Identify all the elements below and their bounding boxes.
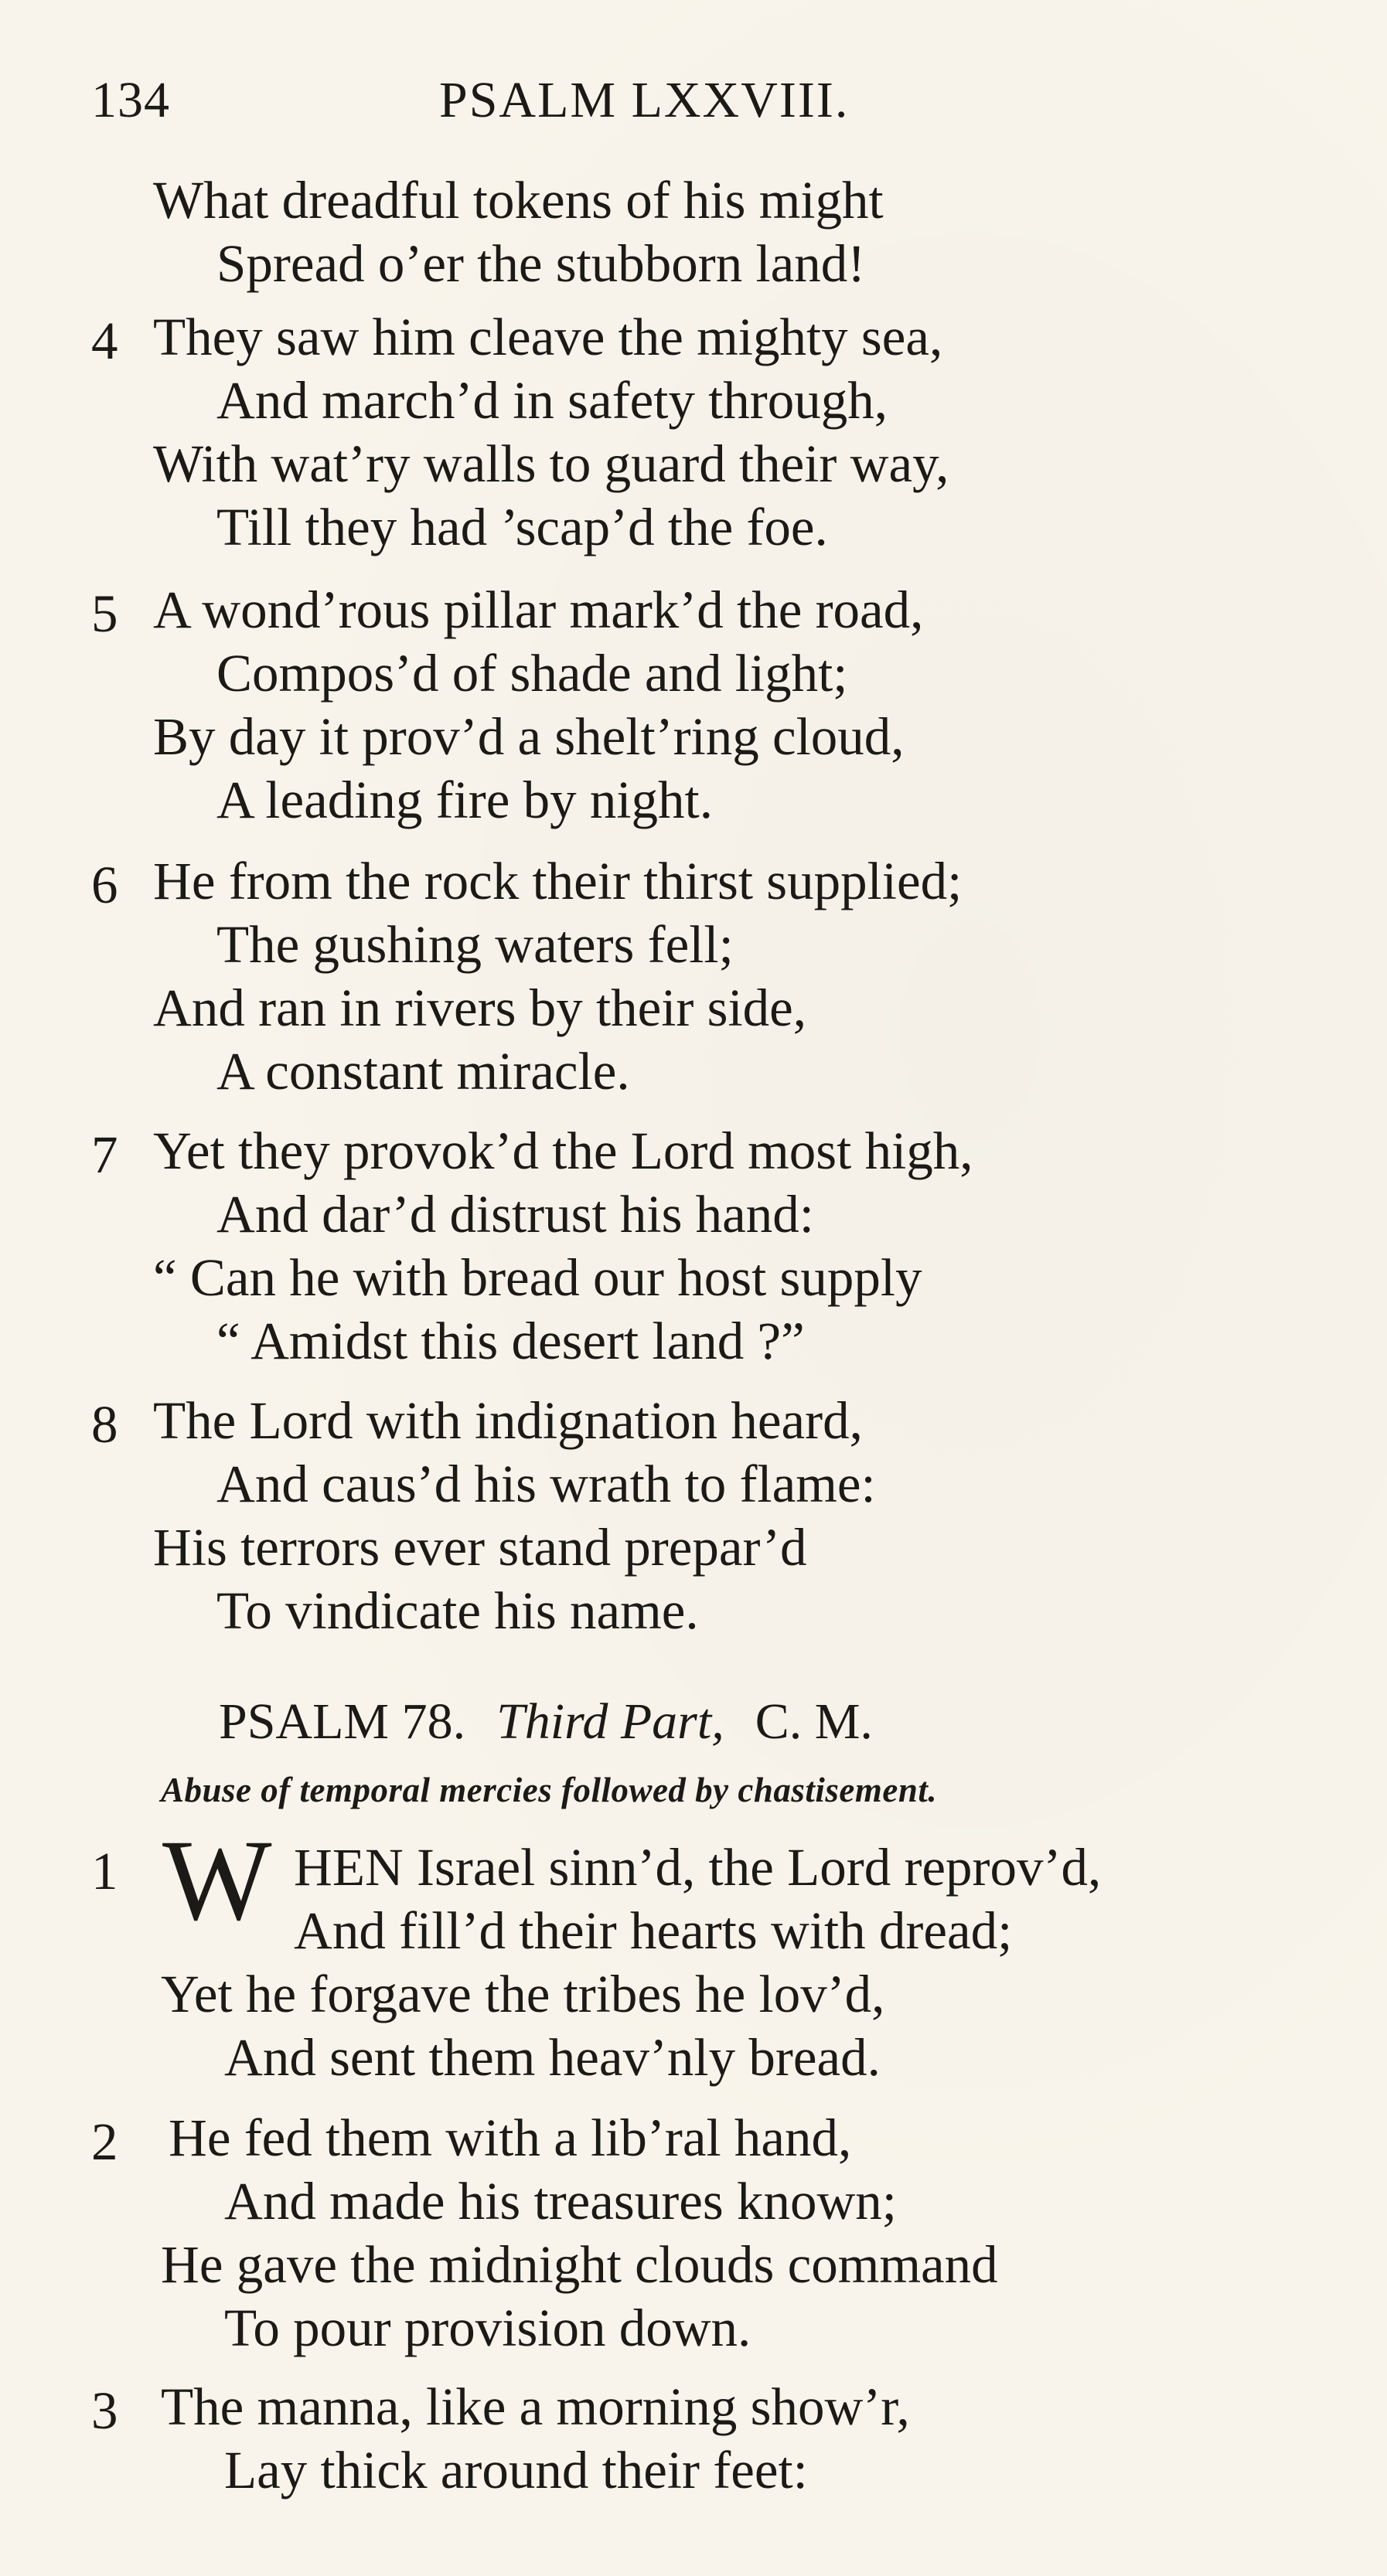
verse-line: The manna, like a morning show’r, [161,2377,910,2436]
verse-number: 2 [91,2112,118,2171]
verse-number: 5 [91,584,118,643]
verse-line: He fed them with a lib’ral hand, [169,2108,852,2167]
verse-line: HEN Israel sinn’d, the Lord reprov’d, [294,1838,1102,1897]
section-subtitle: Abuse of temporal mercies followed by chastisement. [161,1771,938,1809]
verse-line: Yet he forgave the tribes he lov’d, [161,1965,885,2023]
running-title: PSALM LXXVIII. [439,72,850,128]
verse-line: To vindicate his name. [216,1581,699,1640]
verse-line: And sent them heav’nly bread. [224,2028,881,2087]
verse-line: The gushing waters fell; [216,915,734,974]
verse-line: And caus’d his wrath to flame: [216,1455,876,1513]
verse-line: With wat’ry walls to guard their way, [153,434,949,493]
verse-number: 1 [91,1842,118,1901]
verse-line: Compos’d of shade and light; [216,644,848,703]
verse-line: He from the rock their thirst supplied; [153,852,963,910]
part-label: Third Part, [496,1693,724,1750]
verse-number: 4 [91,311,118,370]
verse-line: And ran in rivers by their side, [153,978,807,1037]
verse-number: 3 [91,2381,118,2440]
verse-line: Yet they provok’d the Lord most high, [153,1121,973,1180]
verse-line: And dar’d distrust his hand: [216,1185,814,1244]
verse-line: Spread o’er the stubborn land! [216,234,866,293]
verse-line: “ Amidst this desert land ?” [216,1312,805,1370]
verse-line: Lay thick around their feet: [224,2441,808,2499]
drop-cap: W [162,1816,272,1945]
page-header [91,71,973,133]
verse-line: The Lord with indignation heard, [153,1391,863,1450]
verse-line: To pour provision down. [224,2299,751,2357]
verse-line: A leading fire by night. [216,771,713,829]
verse-line: His terrors ever stand prepar’d [153,1518,807,1577]
verse-line: And fill’d their hearts with dread; [294,1901,1013,1960]
page-number: 134 [91,72,170,128]
meter-label: C. M. [755,1693,873,1750]
verse-line: He gave the midnight clouds command [161,2235,998,2294]
verse-line: They saw him cleave the mighty sea, [153,308,943,366]
verse-line: What dreadful tokens of his might [153,171,884,230]
psalm-number: PSALM 78. [219,1693,466,1750]
verse-number: 7 [91,1125,118,1184]
verse-number: 8 [91,1395,118,1454]
verse-number: 6 [91,856,118,914]
verse-line: By day it prov’d a shelt’ring cloud, [153,707,905,766]
section-heading [219,1693,1224,1751]
verse-line: “ Can he with bread our host supply [153,1248,922,1307]
verse-line: And march’d in safety through, [216,371,888,430]
verse-line: A wond’rous pillar mark’d the road, [153,580,924,639]
verse-line: A constant miracle. [216,1042,630,1101]
verse-line: Till they had ’scap’d the foe. [216,498,828,556]
verse-line: And made his treasures known; [224,2172,897,2231]
